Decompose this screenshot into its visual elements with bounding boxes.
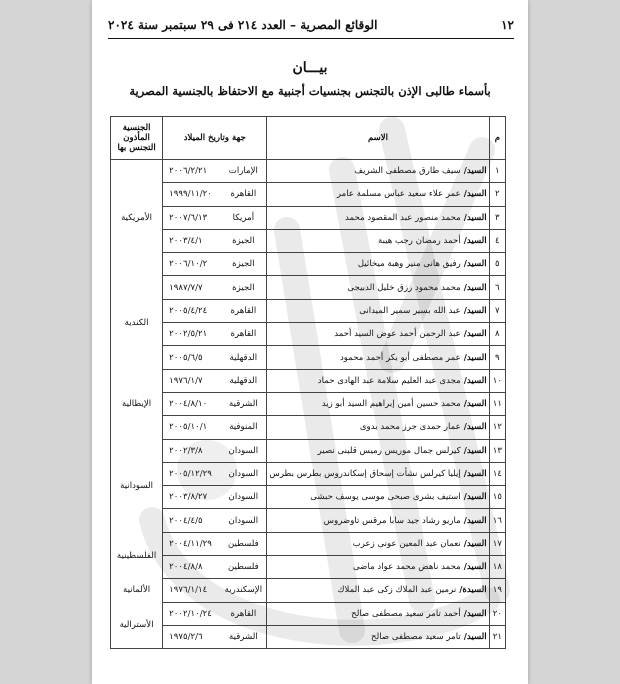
name-text: محمد محمود رزق خليل الدبيجى <box>347 282 461 293</box>
table-row <box>111 625 506 648</box>
birth-place: الإمارات <box>220 160 266 183</box>
person-name <box>267 229 489 252</box>
name-prefix: السيد/ <box>463 538 487 549</box>
person-name <box>267 346 489 369</box>
person-name <box>267 299 489 322</box>
name-text: إيليا كيرلس نشأت إسحاق إسكاندروس بطرس بطرس <box>269 469 461 479</box>
name-text: رفيق هانى منير وهبة ميخائيل <box>357 259 461 270</box>
name-prefix: السيد/ <box>463 305 487 316</box>
person-name <box>267 253 489 276</box>
name-prefix: السيد/ <box>463 445 487 456</box>
birth-place: الدقهلية <box>220 346 266 369</box>
nationality-cell: الفلسطينية <box>111 532 163 579</box>
name-text: عمر مصطفى أبو بكر أحمد محمود <box>339 352 461 363</box>
birth-place: القاهرة <box>220 602 266 625</box>
name-prefix: السيد/ <box>463 608 487 619</box>
birth-date: ١٩٧٦/١/٧ <box>163 369 221 392</box>
name-prefix: السيد/ <box>463 189 487 200</box>
person-name <box>267 206 489 229</box>
table-row <box>111 392 506 415</box>
name-text: مجدى عبد العليم سلامة عبد الهادى حماد <box>317 375 461 386</box>
name-text: أحمد تامر سعيد مصطفى صالح <box>351 608 461 619</box>
name-prefix: السيد/ <box>463 632 487 643</box>
table-row <box>111 229 506 252</box>
table-row <box>111 462 506 485</box>
birth-date: ٢٠٠٥/٦/٥ <box>163 346 221 369</box>
name-prefix: السيد/ <box>463 375 487 386</box>
birth-date: ٢٠٠٣/٤/١ <box>163 229 221 252</box>
table-row <box>111 579 506 602</box>
name-prefix: السيد/ <box>463 422 487 433</box>
birth-date: ٢٠٠٢/١٠/٢٤ <box>163 602 221 625</box>
name-prefix: السيد/ <box>463 282 487 293</box>
birth-place: السودان <box>220 509 266 532</box>
row-number: ٦ <box>489 276 505 299</box>
birth-date: ٢٠٠٤/٤/٥ <box>163 509 221 532</box>
birth-place: المنوفية <box>220 416 266 439</box>
name-prefix: السيد/ <box>463 515 487 526</box>
person-name <box>267 486 489 509</box>
person-name <box>267 532 489 555</box>
row-number: ٧ <box>489 299 505 322</box>
birth-place: السودان <box>220 486 266 509</box>
row-number: ١٣ <box>489 439 505 462</box>
name-text: نرمين عبد الملاك زكى عبد الملاك <box>337 585 457 596</box>
birth-place: الإسكندرية <box>220 579 266 602</box>
name-prefix: السيد/ <box>463 562 487 573</box>
row-number: ٢٠ <box>489 602 505 625</box>
name-text: تامر سعيد مصطفى صالح <box>371 632 461 643</box>
person-name <box>267 276 489 299</box>
row-number: ١٠ <box>489 369 505 392</box>
name-text: سيف طارق مصطفى الشريف <box>354 166 461 177</box>
name-prefix: السيدة/ <box>459 585 487 596</box>
nationality-cell: الألمانية <box>111 579 163 602</box>
person-name <box>267 556 489 579</box>
name-text: نعمان عبد المعين عونى زعرب <box>352 538 461 549</box>
name-prefix: السيد/ <box>463 236 487 247</box>
birth-date: ٢٠٠٥/١٢/٢٩ <box>163 462 221 485</box>
name-text: محمد منصور عبد المقصود محمد <box>345 212 461 223</box>
table-row <box>111 369 506 392</box>
gazette-page <box>92 0 528 684</box>
birth-place: فلسطين <box>220 532 266 555</box>
nationality-cell: الأسترالية <box>111 602 163 649</box>
header-divider <box>108 38 514 39</box>
name-prefix: السيد/ <box>463 469 487 479</box>
birth-date: ٢٠٠٥/١٠/١ <box>163 416 221 439</box>
page-number: ١٢ <box>501 18 514 32</box>
table-row <box>111 509 506 532</box>
birth-date: ٢٠٠٤/١١/٢٩ <box>163 532 221 555</box>
table-row <box>111 160 506 183</box>
row-number: ١ <box>489 160 505 183</box>
name-text: عمر علاء سعيد عباس مسلمة عامر <box>336 189 461 200</box>
birth-place: الشرقية <box>220 625 266 648</box>
header-num: م <box>489 117 505 160</box>
person-name <box>267 160 489 183</box>
names-table <box>110 116 506 649</box>
table-row <box>111 206 506 229</box>
birth-date: ٢٠٠٤/٨/٨ <box>163 556 221 579</box>
table-row <box>111 183 506 206</box>
nationality-cell: الكندية <box>111 276 163 369</box>
table-row <box>111 532 506 555</box>
nationality-cell: الإيطالية <box>111 369 163 439</box>
person-name <box>267 369 489 392</box>
row-number: ١٨ <box>489 556 505 579</box>
issue-info: الوقائع المصرية – العدد ٢١٤ فى ٢٩ سبتمبر سنة ٢٠٢٤ <box>108 18 378 32</box>
name-prefix: السيد/ <box>463 492 487 503</box>
birth-date: ٢٠٠٧/٦/١٣ <box>163 206 221 229</box>
row-number: ٢١ <box>489 625 505 648</box>
birth-date: ٢٠٠٦/٢/٢١ <box>163 160 221 183</box>
name-text: كيرلس جمال موريس رميس قلينى نصير <box>317 445 461 456</box>
row-number: ١٩ <box>489 579 505 602</box>
birth-place: السودان <box>220 439 266 462</box>
birth-place: القاهرة <box>220 183 266 206</box>
birth-place: الشرقية <box>220 392 266 415</box>
row-number: ١٧ <box>489 532 505 555</box>
person-name <box>267 323 489 346</box>
birth-date: ١٩٧٥/٢/٦ <box>163 625 221 648</box>
name-text: استيف بشرى صبحى موسى يوسف حبشى <box>310 492 461 503</box>
table-row <box>111 276 506 299</box>
birth-place: الجيزة <box>220 276 266 299</box>
birth-place: أمريكا <box>220 206 266 229</box>
person-name <box>267 416 489 439</box>
person-name <box>267 602 489 625</box>
row-number: ١١ <box>489 392 505 415</box>
document-subtitle: بأسماء طالبى الإذن بالتجنس بجنسيات أجنبية مع الاحتفاظ بالجنسية المصرية <box>129 84 491 98</box>
row-number: ٤ <box>489 229 505 252</box>
name-text: ماريو رشاد جيد سابا مرقس تاوضروس <box>323 515 461 526</box>
row-number: ١٢ <box>489 416 505 439</box>
birth-place: السودان <box>220 462 266 485</box>
row-number: ٨ <box>489 323 505 346</box>
row-number: ٥ <box>489 253 505 276</box>
name-prefix: السيد/ <box>463 212 487 223</box>
birth-place: القاهرة <box>220 323 266 346</box>
row-number: ١٦ <box>489 509 505 532</box>
person-name <box>267 509 489 532</box>
table-row <box>111 346 506 369</box>
row-number: ٩ <box>489 346 505 369</box>
table-row <box>111 416 506 439</box>
header-birth: جهة وتاريخ الميلاد <box>163 117 267 160</box>
person-name <box>267 439 489 462</box>
name-text: أحمد رمضان رجب هيبة <box>378 236 461 247</box>
nationality-cell: السودانية <box>111 439 163 532</box>
table-row <box>111 486 506 509</box>
name-text: عمار حمدى جرز محمد بدوى <box>359 422 461 433</box>
person-name <box>267 579 489 602</box>
birth-date: ١٩٧٦/١/١٤ <box>163 579 221 602</box>
page-header <box>108 14 514 36</box>
birth-place: الجيزة <box>220 229 266 252</box>
birth-date: ٢٠٠٦/١٠/٢ <box>163 253 221 276</box>
row-number: ١٤ <box>489 462 505 485</box>
header-nationality: الجنسية المأذون التجنس بها <box>111 117 163 160</box>
table-row <box>111 556 506 579</box>
name-prefix: السيد/ <box>463 352 487 363</box>
table-row <box>111 439 506 462</box>
table-row <box>111 299 506 322</box>
header-name: الاسم <box>267 117 489 160</box>
name-text: عبد الرحمن أحمد عوض السيد أحمد <box>334 329 461 340</box>
name-text: محمد ناهض محمد عواد ماضى <box>353 562 461 573</box>
name-text: محمد حسين أمين إبراهيم السيد أبو زيد <box>321 399 461 410</box>
person-name <box>267 392 489 415</box>
name-text: عبد الله بسير سمير الميدانى <box>359 305 461 316</box>
birth-date: ٢٠٠٢/٥/٢١ <box>163 323 221 346</box>
birth-place: القاهرة <box>220 299 266 322</box>
table-header-row <box>111 117 506 160</box>
name-prefix: السيد/ <box>463 259 487 270</box>
row-number: ٣ <box>489 206 505 229</box>
row-number: ٢ <box>489 183 505 206</box>
person-name <box>267 183 489 206</box>
birth-date: ٢٠٠٢/٣/٨ <box>163 439 221 462</box>
row-number: ١٥ <box>489 486 505 509</box>
birth-place: الدقهلية <box>220 369 266 392</box>
name-prefix: السيد/ <box>463 399 487 410</box>
birth-date: ١٩٩٩/١١/٢٠ <box>163 183 221 206</box>
birth-date: ٢٠٠٤/٨/١٠ <box>163 392 221 415</box>
table-row <box>111 253 506 276</box>
birth-place: فلسطين <box>220 556 266 579</box>
document-title: بيـــان <box>292 60 328 76</box>
person-name <box>267 625 489 648</box>
birth-date: ٢٠٠٣/٨/٢٧ <box>163 486 221 509</box>
name-prefix: السيد/ <box>463 329 487 340</box>
birth-date: ١٩٨٧/٧/٧ <box>163 276 221 299</box>
birth-place: الجيزة <box>220 253 266 276</box>
table-row <box>111 602 506 625</box>
person-name <box>267 462 489 485</box>
table-row <box>111 323 506 346</box>
name-prefix: السيد/ <box>463 166 487 177</box>
nationality-cell: الأمريكية <box>111 160 163 276</box>
birth-date: ٢٠٠٥/٤/٢٤ <box>163 299 221 322</box>
